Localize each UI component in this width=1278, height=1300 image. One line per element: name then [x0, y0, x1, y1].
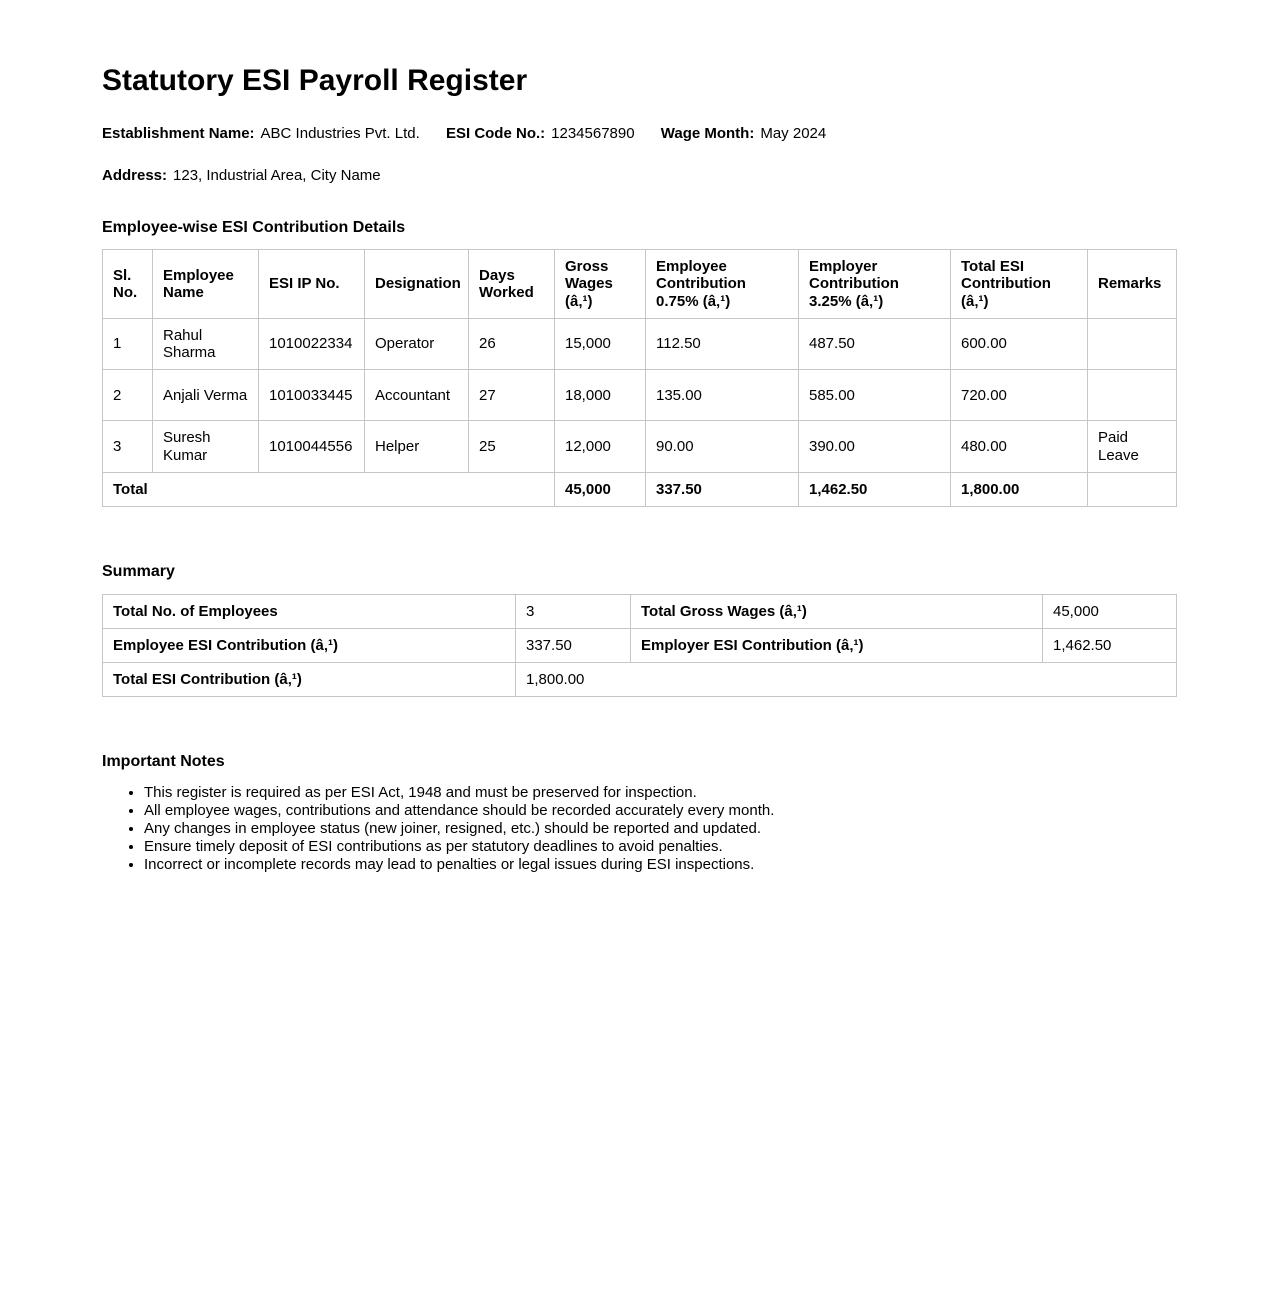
total-row — [103, 472, 1177, 506]
summary-employer-contribution-label: Employer ESI Contribution (â‚¹) — [631, 628, 1043, 662]
cell-total-esi-contribution: 600.00 — [951, 318, 1088, 370]
cell-designation: Accountant — [365, 370, 469, 421]
employee-row — [103, 370, 1177, 421]
cell-days-worked: 25 — [469, 421, 555, 473]
cell-employee-name: Suresh Kumar — [153, 421, 259, 473]
employee-row — [103, 421, 1177, 473]
cell-total-esi-contribution: 480.00 — [951, 421, 1088, 473]
summary-table — [102, 594, 1177, 698]
cell-remarks: Paid Leave — [1088, 421, 1177, 473]
cell-sl-no: 1 — [103, 318, 153, 370]
total-employee-contribution: 337.50 — [646, 472, 799, 506]
summary-employee-contribution-value: 337.50 — [516, 628, 631, 662]
wage-month-label: Wage Month: — [660, 124, 755, 142]
cell-total-esi-contribution: 720.00 — [951, 370, 1088, 421]
total-employer-contribution: 1,462.50 — [799, 472, 951, 506]
column-header-total-esi-contribution: Total ESI Contribution (â‚¹) — [951, 250, 1088, 319]
page-title: Statutory ESI Payroll Register — [102, 64, 528, 97]
cell-gross-wages: 18,000 — [555, 370, 646, 421]
summary-total-esi-label: Total ESI Contribution (â‚¹) — [103, 663, 516, 697]
cell-employee-contribution: 90.00 — [646, 421, 799, 473]
cell-designation: Operator — [365, 318, 469, 370]
contribution-table — [102, 249, 1177, 507]
note-item: • Ensure timely deposit of ESI contributions as per statutory deadlines to avoid penalties. — [144, 838, 1176, 856]
cell-designation: Helper — [365, 421, 469, 473]
cell-sl-no: 3 — [103, 421, 153, 473]
column-header-days-worked: Days Worked — [469, 250, 555, 319]
summary-gross-wages-value: 45,000 — [1043, 594, 1177, 628]
column-header-employer-contribution: Employer Contribution 3.25% (â‚¹) — [799, 250, 951, 319]
cell-esi-ip-no: 1010044556 — [259, 421, 365, 473]
address-label: Address: — [102, 166, 168, 184]
column-header-employee-contribution: Employee Contribution 0.75% (â‚¹) — [646, 250, 799, 319]
summary-total-employees-value: 3 — [516, 594, 631, 628]
wage-month-value: May 2024 — [760, 124, 827, 142]
cell-employee-name: Rahul Sharma — [153, 318, 259, 370]
column-header-sl-no: Sl. No. — [103, 250, 153, 319]
address-value: 123, Industrial Area, City Name — [173, 166, 381, 184]
address-meta-line — [102, 167, 1176, 185]
column-header-remarks: Remarks — [1088, 250, 1177, 319]
summary-row — [103, 663, 1177, 697]
cell-employer-contribution: 487.50 — [799, 318, 951, 370]
esi-code-value: 1234567890 — [551, 124, 635, 142]
cell-esi-ip-no: 1010033445 — [259, 370, 365, 421]
summary-row — [103, 628, 1177, 662]
notes-section-heading: Important Notes — [102, 753, 225, 771]
cell-employee-name: Anjali Verma — [153, 370, 259, 421]
establishment-meta-line — [102, 125, 1176, 143]
contribution-section-heading: Employee-wise ESI Contribution Details — [102, 218, 406, 236]
total-remarks — [1088, 472, 1177, 506]
cell-employee-contribution: 112.50 — [646, 318, 799, 370]
summary-total-employees-label: Total No. of Employees — [103, 594, 516, 628]
note-item: • Incorrect or incomplete records may lead to penalties or legal issues during ESI inspections. — [144, 856, 1176, 874]
total-esi-contribution: 1,800.00 — [951, 472, 1088, 506]
summary-total-esi-value: 1,800.00 — [516, 663, 1177, 697]
summary-gross-wages-label: Total Gross Wages (â‚¹) — [631, 594, 1043, 628]
total-label: Total — [103, 472, 555, 506]
establishment-name-value: ABC Industries Pvt. Ltd. — [260, 124, 420, 142]
cell-remarks — [1088, 370, 1177, 421]
contribution-header-row — [103, 250, 1177, 319]
note-item: • This register is required as per ESI Act, 1948 and must be preserved for inspection. — [144, 784, 1176, 802]
column-header-esi-ip-no: ESI IP No. — [259, 250, 365, 319]
cell-employer-contribution: 390.00 — [799, 421, 951, 473]
total-gross-wages: 45,000 — [555, 472, 646, 506]
summary-employer-contribution-value: 1,462.50 — [1043, 628, 1177, 662]
cell-gross-wages: 12,000 — [555, 421, 646, 473]
cell-sl-no: 2 — [103, 370, 153, 421]
cell-days-worked: 26 — [469, 318, 555, 370]
column-header-gross-wages: Gross Wages (â‚¹) — [555, 250, 646, 319]
notes-list — [102, 784, 1176, 874]
cell-gross-wages: 15,000 — [555, 318, 646, 370]
cell-remarks — [1088, 318, 1177, 370]
cell-esi-ip-no: 1010022334 — [259, 318, 365, 370]
cell-employee-contribution: 135.00 — [646, 370, 799, 421]
summary-row — [103, 594, 1177, 628]
employee-row — [103, 318, 1177, 370]
cell-days-worked: 27 — [469, 370, 555, 421]
note-item: • All employee wages, contributions and attendance should be recorded accurately every month. — [144, 802, 1176, 820]
esi-code-label: ESI Code No.: — [445, 124, 546, 142]
establishment-name-label: Establishment Name: — [102, 124, 255, 142]
cell-employer-contribution: 585.00 — [799, 370, 951, 421]
note-item: • Any changes in employee status (new joiner, resigned, etc.) should be reported and updated. — [144, 820, 1176, 838]
column-header-designation: Designation — [365, 250, 469, 319]
column-header-employee-name: Employee Name — [153, 250, 259, 319]
summary-employee-contribution-label: Employee ESI Contribution (â‚¹) — [103, 628, 516, 662]
summary-section-heading: Summary — [102, 563, 175, 581]
